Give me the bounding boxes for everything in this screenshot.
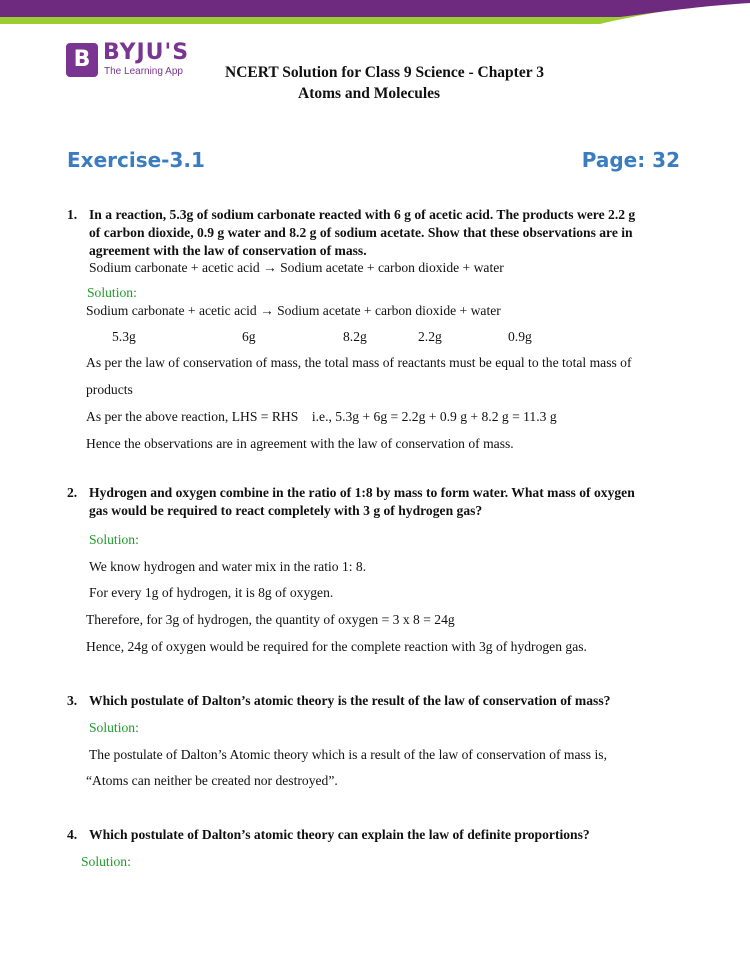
question-number: 4. <box>67 827 78 842</box>
question-text: Which postulate of Dalton’s atomic theory is the result of the law of conservation of mass? <box>89 693 611 708</box>
document-subtitle: Atoms and Molecules <box>298 85 441 102</box>
question-equation: Sodium carbonate + acetic acid → Sodium acetate + carbon dioxide + water <box>89 260 504 275</box>
logo-tagline: The Learning App <box>104 66 183 77</box>
mass-value: 8.2g <box>343 329 367 344</box>
solution-text: For every 1g of hydrogen, it is 8g of oxygen. <box>89 585 334 600</box>
mass-value: 5.3g <box>112 329 136 344</box>
question-number: 1. <box>67 207 78 222</box>
solution-text: products <box>86 382 133 397</box>
solution-text: The postulate of Dalton’s Atomic theory which is a result of the law of conservation of mass is, <box>89 747 607 762</box>
mass-value: 6g <box>242 329 256 344</box>
solution-text: “Atoms can neither be created nor destroyed”. <box>86 773 338 788</box>
page-number: Page: 32 <box>581 148 680 172</box>
solution-text: Hence, 24g of oxygen would be required for the complete reaction with 3g of hydrogen gas. <box>86 639 587 654</box>
question-text: agreement with the law of conservation of mass. <box>89 243 367 258</box>
question-number: 3. <box>67 693 78 708</box>
solution-text: Hence the observations are in agreement with the law of conservation of mass. <box>86 436 514 451</box>
solution-text: As per the above reaction, LHS = RHS i.e., 5.3g + 6g = 2.2g + 0.9 g + 8.2 g = 11.3 g <box>86 409 557 424</box>
question-text: Hydrogen and oxygen combine in the ratio of 1:8 by mass to form water. What mass of oxygen <box>89 485 635 500</box>
solution-text: We know hydrogen and water mix in the ratio 1: 8. <box>89 559 367 574</box>
question-text: Which postulate of Dalton’s atomic theory can explain the law of definite proportions? <box>89 827 590 842</box>
solution-text: As per the law of conservation of mass, the total mass of reactants must be equal to the total mass of <box>86 355 632 370</box>
logo-text: BYJU'S <box>103 40 190 65</box>
question-text: gas would be required to react completely with 3 g of hydrogen gas? <box>89 503 483 518</box>
mass-value: 0.9g <box>508 329 532 344</box>
question-text: of carbon dioxide, 0.9 g water and 8.2 g of sodium acetate. Show that these observations are in <box>89 225 633 240</box>
solution-label: Solution: <box>81 854 131 869</box>
mass-value: 2.2g <box>418 329 442 344</box>
header-banner <box>0 0 750 30</box>
solution-label: Solution: <box>87 285 137 300</box>
question-text: In a reaction, 5.3g of sodium carbonate reacted with 6 g of acetic acid. The products were 2.2 g <box>89 207 636 222</box>
logo-b-icon: B <box>66 43 98 77</box>
solution-text: Sodium carbonate + acetic acid → Sodium acetate + carbon dioxide + water <box>86 303 501 318</box>
solution-label: Solution: <box>89 532 139 547</box>
document-title: NCERT Solution for Class 9 Science - Chapter 3 <box>225 64 544 81</box>
exercise-heading: Exercise-3.1 <box>67 148 205 172</box>
solution-label: Solution: <box>89 720 139 735</box>
question-number: 2. <box>67 485 78 500</box>
solution-text: Therefore, for 3g of hydrogen, the quantity of oxygen = 3 x 8 = 24g <box>86 612 455 627</box>
